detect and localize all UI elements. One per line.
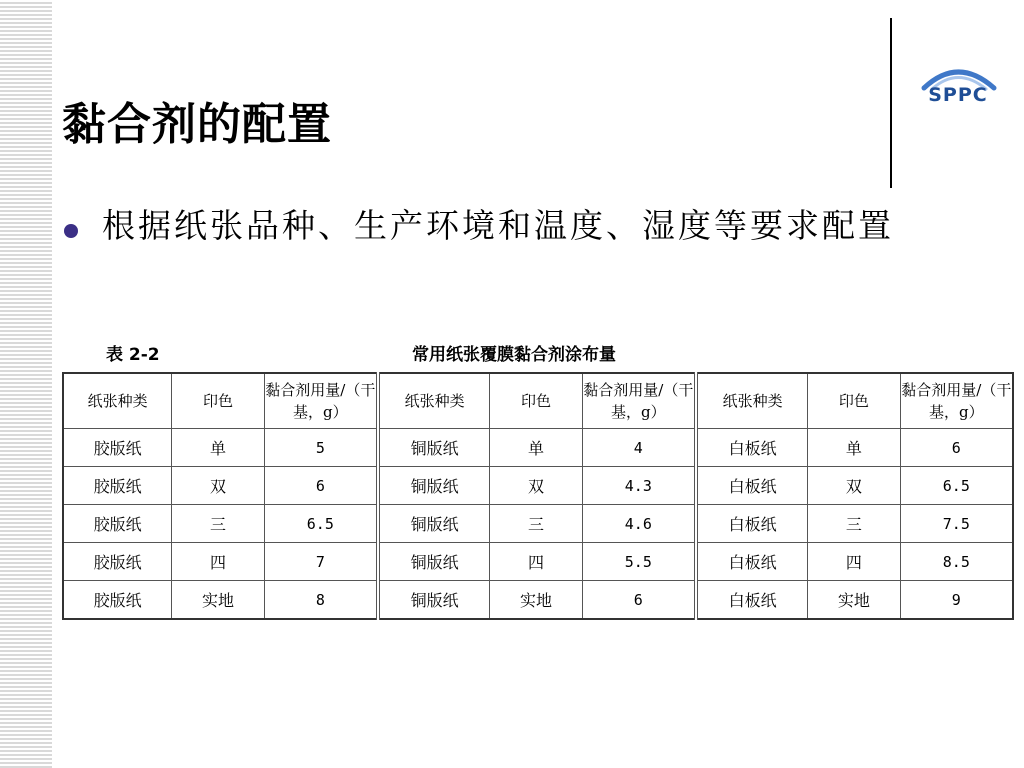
- header-cell: 纸张种类: [696, 373, 808, 429]
- table-cell: 实地: [490, 581, 582, 620]
- table-cell: 白板纸: [696, 467, 808, 505]
- bullet-dot-icon: [64, 224, 78, 238]
- table-cell: 三: [808, 505, 900, 543]
- table-cell: 5: [264, 429, 378, 467]
- header-cell: 黏合剂用量/（干基，g）: [900, 373, 1013, 429]
- table-cell: 单: [808, 429, 900, 467]
- header-cell: 纸张种类: [63, 373, 172, 429]
- table-cell: 铜版纸: [378, 429, 490, 467]
- table-cell: 铜版纸: [378, 467, 490, 505]
- table-cell: 三: [172, 505, 264, 543]
- table-row: [63, 429, 1013, 467]
- header-cell: 印色: [172, 373, 264, 429]
- table-header-row: [63, 373, 1013, 429]
- table-cell: 铜版纸: [378, 543, 490, 581]
- table-cell: 单: [172, 429, 264, 467]
- table-cell: 白板纸: [696, 581, 808, 620]
- table-cell: 白板纸: [696, 505, 808, 543]
- header-cell: 黏合剂用量/（干基，g）: [264, 373, 378, 429]
- table-row: [63, 467, 1013, 505]
- table-cell: 单: [490, 429, 582, 467]
- table-cell: 胶版纸: [63, 505, 172, 543]
- table-cell: 双: [172, 467, 264, 505]
- table-cell: 6.5: [900, 467, 1013, 505]
- table-cell: 白板纸: [696, 543, 808, 581]
- table-label: 表 2-2: [106, 345, 160, 365]
- logo-text: SPPC: [928, 84, 988, 106]
- table-cell: 8: [264, 581, 378, 620]
- table-cell: 铜版纸: [378, 581, 490, 620]
- table-row: [63, 543, 1013, 581]
- table-cell: 实地: [172, 581, 264, 620]
- header-cell: 印色: [808, 373, 900, 429]
- table-cell: 6: [900, 429, 1013, 467]
- table-cell: 8.5: [900, 543, 1013, 581]
- table-cell: 胶版纸: [63, 581, 172, 620]
- header-cell: 纸张种类: [378, 373, 490, 429]
- table-cell: 9: [900, 581, 1013, 620]
- table-cell: 7: [264, 543, 378, 581]
- header-cell: 印色: [490, 373, 582, 429]
- bullet-text: 根据纸张品种、生产环境和温度、湿度等要求配置: [102, 206, 894, 245]
- table-cell: 7.5: [900, 505, 1013, 543]
- table-cell: 实地: [808, 581, 900, 620]
- table-cell: 四: [808, 543, 900, 581]
- slide-title: 黏合剂的配置: [62, 99, 332, 150]
- table-cell: 双: [490, 467, 582, 505]
- table-cell: 胶版纸: [63, 429, 172, 467]
- table-cell: 四: [172, 543, 264, 581]
- table-cell: 6: [582, 581, 696, 620]
- table-cell: 胶版纸: [63, 543, 172, 581]
- table-cell: 6: [264, 467, 378, 505]
- decorative-stripe-bar: [0, 0, 52, 768]
- sppc-logo: [916, 62, 1000, 110]
- table-row: [63, 581, 1013, 620]
- table-cell: 胶版纸: [63, 467, 172, 505]
- header-cell: 黏合剂用量/（干基，g）: [582, 373, 696, 429]
- table-cell: 4.6: [582, 505, 696, 543]
- table-cell: 四: [490, 543, 582, 581]
- table-cell: 5.5: [582, 543, 696, 581]
- table-caption: 常用纸张覆膜黏合剂涂布量: [412, 345, 616, 365]
- vertical-divider: [890, 18, 892, 188]
- table-cell: 铜版纸: [378, 505, 490, 543]
- table-cell: 双: [808, 467, 900, 505]
- table-row: [63, 505, 1013, 543]
- table-cell: 白板纸: [696, 429, 808, 467]
- coating-amount-table: [62, 372, 1014, 620]
- table-cell: 4: [582, 429, 696, 467]
- table-cell: 三: [490, 505, 582, 543]
- table-cell: 6.5: [264, 505, 378, 543]
- table-cell: 4.3: [582, 467, 696, 505]
